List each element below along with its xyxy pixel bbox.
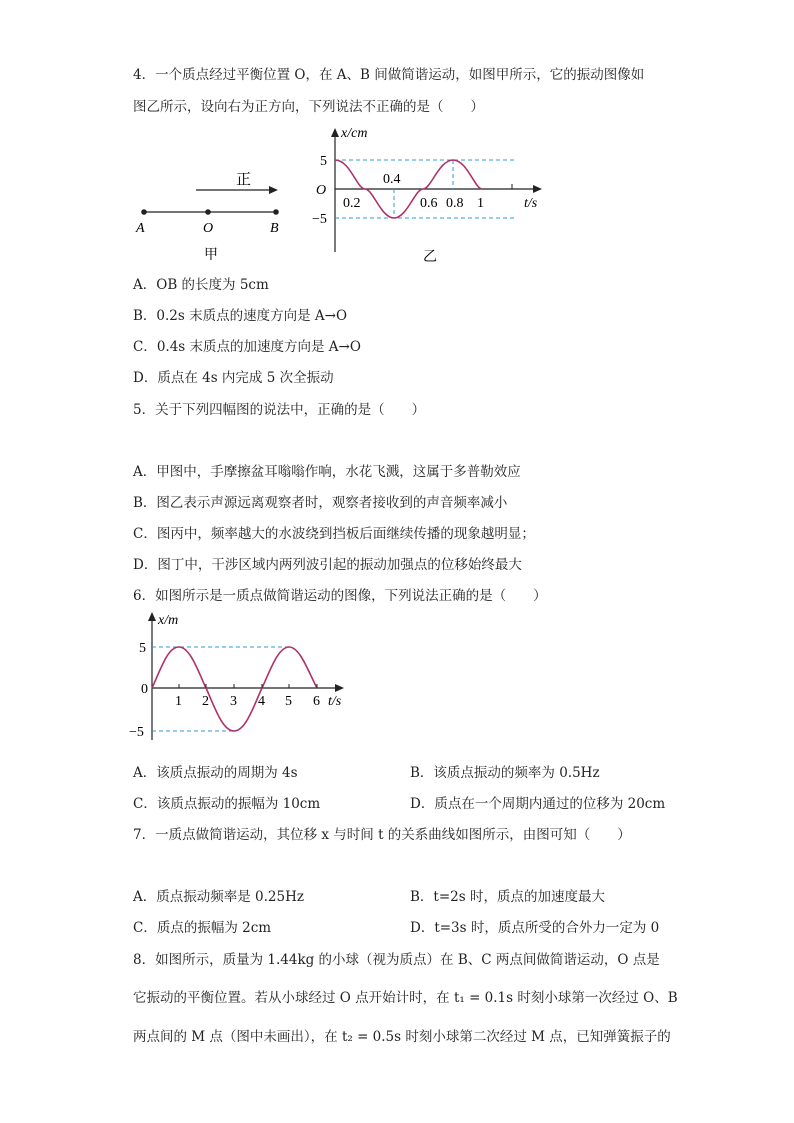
q4-figure-jia <box>128 160 298 270</box>
yi-t-axis-arrow-icon <box>533 185 542 193</box>
yi-origin-label: O <box>316 183 327 198</box>
yi-t-axis-label: t/s <box>524 196 538 211</box>
q8-line1: 8．如图所示，质量为 1.44kg 的小球（视为质点）在 B、C 两点间做简谐运动，O 点是 <box>133 952 660 968</box>
q6-t-axis-label: t/s <box>328 694 342 709</box>
q6-x-tick-label: 4 <box>258 694 265 709</box>
yi-t-tick-04: 0.4 <box>383 172 401 187</box>
q6-y-tick-pos: 5 <box>139 641 146 656</box>
point-b-dot <box>273 209 279 215</box>
point-o-label: O <box>203 221 214 236</box>
q8-line2: 它振动的平衡位置。若从小球经过 O 点开始计时，在 t₁ = 0.1s 时刻小球第一次经过 O、B <box>133 990 678 1006</box>
q4-option-b: B．0.2s 末质点的速度方向是 A→O <box>133 308 348 324</box>
q4-stem-line2: 图乙所示，设向右为正方向，下列说法不正确的是（ ） <box>133 99 484 115</box>
q6-option-c: C．该质点振动的振幅为 10cm <box>133 796 321 812</box>
yi-y-tick-neg: −5 <box>312 212 327 227</box>
jia-arrow-label: 正 <box>236 172 252 188</box>
q6-stem: 6．如图所示是一质点做简谐运动的图像，下列说法正确的是（ ） <box>133 588 547 604</box>
q6-x-tick-label: 2 <box>202 694 209 709</box>
q6-y-tick-neg: −5 <box>129 725 144 740</box>
q4-option-a: A．OB 的长度为 5cm <box>133 277 269 293</box>
q6-option-b: B．该质点振动的频率为 0.5Hz <box>410 765 600 781</box>
q6-option-a: A．该质点振动的周期为 4s <box>133 765 298 781</box>
q6-oscillation-curve <box>152 647 317 731</box>
q6-origin-label: 0 <box>141 682 148 697</box>
yi-y-tick-pos: 5 <box>320 154 327 169</box>
jia-caption: 甲 <box>204 248 218 263</box>
q6-option-d: D．质点在一个周期内通过的位移为 20cm <box>410 796 666 812</box>
q4-option-c: C．0.4s 末质点的加速度方向是 A→O <box>133 339 361 355</box>
q5-option-a: A．甲图中，手摩擦盆耳嗡嗡作响，水花飞溅，这属于多普勒效应 <box>133 464 521 480</box>
q6-x-tick-label: 6 <box>313 694 320 709</box>
point-a-dot <box>141 209 147 215</box>
point-a-label: A <box>136 221 145 236</box>
q6-x-tick-label: 3 <box>230 694 237 709</box>
point-o-dot <box>205 209 211 215</box>
yi-caption: 乙 <box>423 250 437 264</box>
q7-option-a: A．质点振动频率是 0.25Hz <box>133 889 304 905</box>
yi-t-tick-1: 1 <box>477 196 484 211</box>
q5-stem: 5．关于下列四幅图的说法中，正确的是（ ） <box>133 402 426 418</box>
q6-x-tick-label: 1 <box>175 694 182 709</box>
q6-t-axis-arrow-icon <box>335 684 344 692</box>
q4-figure-yi <box>310 124 550 264</box>
arrow-head-icon <box>269 186 278 194</box>
q4-stem-line1: 4．一个质点经过平衡位置 O，在 A、B 间做简谐运动，如图甲所示，它的振动图像如 <box>133 67 645 83</box>
q8-line3: 两点间的 M 点（图中未画出），在 t₂ = 0.5s 时刻小球第二次经过 M 点，已知弹簧振子的 <box>133 1029 671 1045</box>
point-b-label: B <box>270 221 279 236</box>
yi-t-tick-08: 0.8 <box>446 196 464 211</box>
q7-option-b: B．t=2s 时，质点的加速度最大 <box>410 889 605 905</box>
yi-t-tick-06: 0.6 <box>420 196 438 211</box>
yi-y-axis-arrow-icon <box>331 128 339 137</box>
q5-option-d: D．图丁中，干涉区域内两列波引起的振动加强点的位移始终最大 <box>133 557 522 573</box>
q6-y-axis-label: x/m <box>158 613 179 628</box>
q7-stem: 7．一质点做简谐运动，其位移 x 与时间 t 的关系曲线如图所示，由图可知（ ） <box>133 827 631 843</box>
q6-y-axis-arrow-icon <box>148 612 156 621</box>
q5-option-c: C．图丙中，频率越大的水波绕到挡板后面继续传播的现象越明显； <box>133 526 535 542</box>
q6-graph <box>128 608 358 748</box>
q7-option-d: D．t=3s 时，质点所受的合外力一定为 0 <box>410 920 660 936</box>
q6-x-tick-label: 5 <box>285 694 292 709</box>
q5-option-b: B．图乙表示声源远离观察者时，观察者接收到的声音频率减小 <box>133 495 508 511</box>
yi-t-tick-02: 0.2 <box>343 196 361 211</box>
q7-option-c: C．质点的振幅为 2cm <box>133 920 272 936</box>
q4-option-d: D．质点在 4s 内完成 5 次全振动 <box>133 370 334 386</box>
yi-y-axis-label: x/cm <box>341 126 368 141</box>
